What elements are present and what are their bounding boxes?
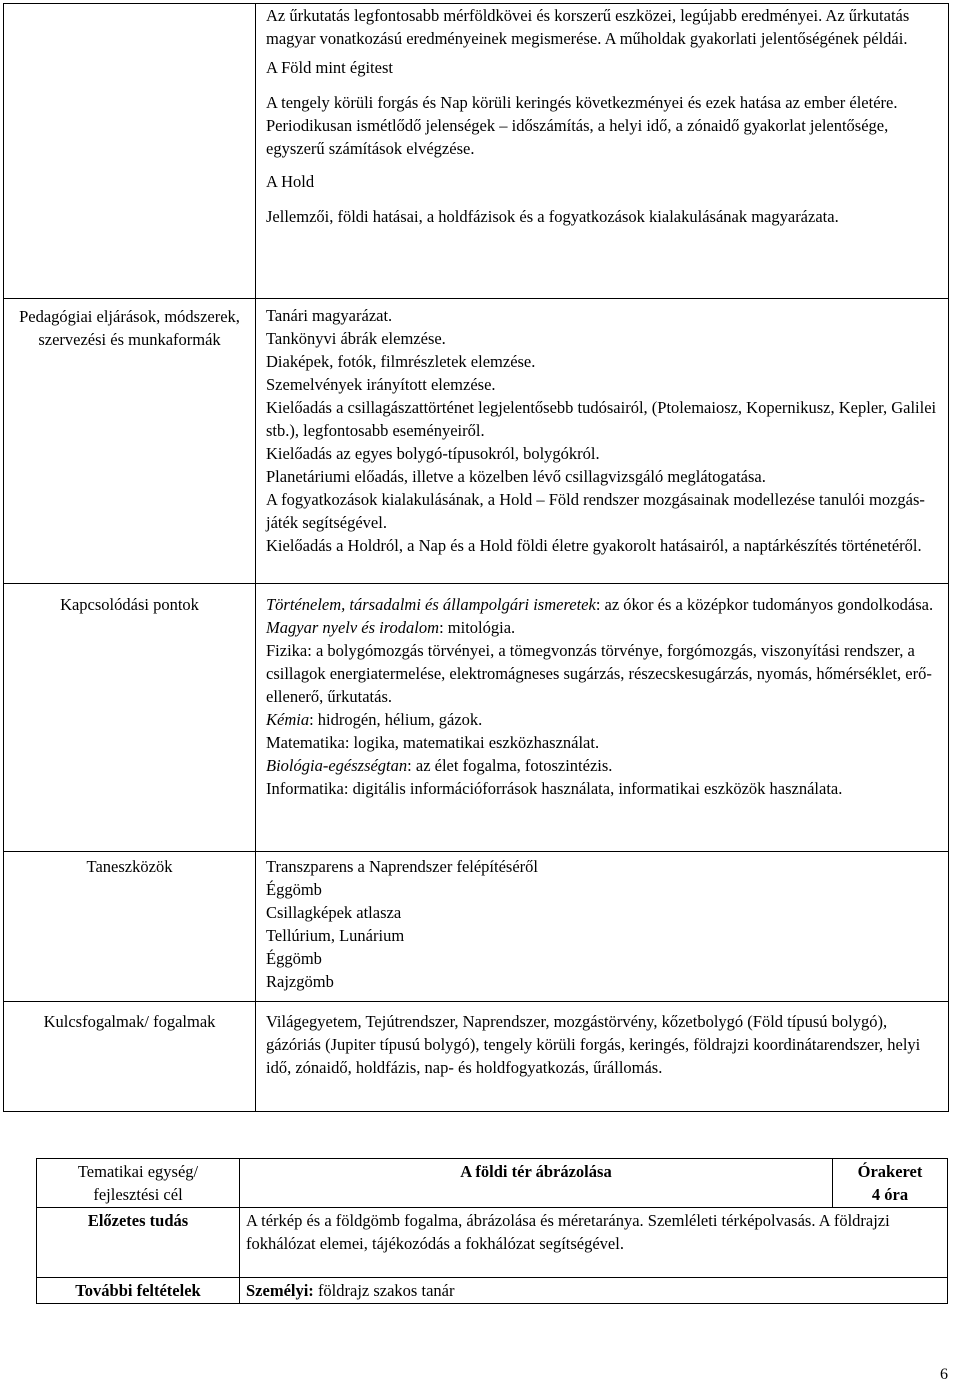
list-item: Tankönyvi ábrák elemzése. (266, 329, 446, 348)
connection-item: Fizika: a bolygómozgás törvényei, a tömegvonzás törvénye, forgómozgás, viszonyítási rendszer, a csillagok energiatermelése, elektromágneses sugárzás, részecskesugárzás, nyomás, hőmérséklet, erő-ellenerő, űrkutatás. (266, 641, 932, 706)
concepts-text: Világegyetem, Tejútrendszer, Naprendszer, mozgástörvény, kőzetbolygó (Föld típusú bolygó), gázóriás (Jupiter típusú bolygó), tengely körüli forgás, keringés, földrajzi koordinátarendszer, helyi idő, zónaidő, holdfázis, nap- és holdfogyatkozás, űrállomás. (266, 1012, 921, 1077)
tools-content (256, 852, 949, 1002)
connection-item: Történelem, társadalmi és állampolgári ismeretek: az ókor és a középkor tudományos gondolkodása. (266, 595, 934, 614)
connections-content (256, 584, 949, 852)
pedagogical-label: Pedagógiai eljárások, módszerek, szervezési és munkaformák (4, 299, 256, 584)
curriculum-table (3, 3, 949, 1112)
connections-label: Kapcsolódási pontok (4, 584, 256, 852)
list-item: Tellúrium, Lunárium (266, 926, 405, 945)
list-item: Éggömb (266, 880, 322, 899)
list-item: Kielőadás a Holdról, a Nap és a Hold földi életre gyakorolt hatásairól, a naptárkészítés történetéről. (266, 536, 922, 555)
connection-item: Magyar nyelv és irodalom: mitológia. (266, 618, 516, 637)
list-item: Planetáriumi előadás, illetve a közelben lévő csillagvizsgáló meglátogatása. (266, 467, 766, 486)
connection-item: Biológia-egészségtan: az élet fogalma, fotoszintézis. (266, 756, 613, 775)
connection-item: Matematika: logika, matematikai eszközhasználat. (266, 733, 600, 752)
list-item: Rajzgömb (266, 972, 334, 991)
concepts-label: Kulcsfogalmak/ fogalmak (4, 1002, 256, 1112)
list-item: Diaképek, fotók, filmrészletek elemzése. (266, 352, 536, 371)
prereq-label: Előzetes tudás (37, 1208, 240, 1278)
earth-paragraph: A tengely körüli forgás és Nap körüli keringés következményei és ezek hatása az ember életére. Periodikusan ismétlődő jelenségek – időszámítás, a helyi idő, a zónaidő gyakorlat jelentősége, egyszerű számítások elvégzése. (266, 93, 898, 158)
prereq-text: A térkép és a földgömb fogalma, ábrázolása és méretaránya. Szemléleti térképolvasás. A földrajzi fokhálózat elemei, tájékozódás a fokhálózat segítségével. (240, 1208, 948, 1278)
extra-conditions: Személyi: földrajz szakos tanár (240, 1278, 948, 1304)
extra-label: További feltételek (37, 1278, 240, 1304)
unit-label: Tematikai egység/ fejlesztési cél (37, 1159, 240, 1208)
subheading-earth: A Föld mint égitest (266, 58, 393, 77)
subheading-moon: A Hold (266, 172, 315, 191)
unit-title: A földi tér ábrázolása (240, 1159, 833, 1208)
moon-paragraph: Jellemzői, földi hatásai, a holdfázisok és a fogyatkozások kialakulásának magyarázata. (266, 207, 839, 226)
intro-text: Az űrkutatás legfontosabb mérföldkövei és korszerű eszközei, legújabb eredményei. Az űrkutatás magyar vonatkozású eredményeinek megismerése. A műholdak gyakorlati jelentőségének példái. (266, 6, 910, 48)
concepts-content (256, 1002, 949, 1112)
list-item: Kielőadás az egyes bolygó-típusokról, bolygókról. (266, 444, 600, 463)
hours-cell (833, 1159, 948, 1208)
hours-label: Órakeret (857, 1162, 923, 1181)
list-item: Szemelvények irányított elemzése. (266, 375, 496, 394)
pedagogical-content (256, 299, 949, 584)
list-item: A fogyatkozások kialakulásának, a Hold – Föld rendszer mozgásainak modellezése tanulói mozgás-játék segítségével. (266, 490, 925, 532)
hours-value: 4 óra (871, 1185, 909, 1204)
unit-table (36, 1158, 948, 1304)
list-item: Csillagképek atlasza (266, 903, 402, 922)
list-item: Kielőadás a csillagászattörténet legjelentősebb tudósairól, (Ptolemaiosz, Kopernikusz, Kepler, Galilei stb.), legfontosabb eseményeiről. (266, 398, 937, 440)
top-label-cell (4, 4, 256, 299)
list-item: Éggömb (266, 949, 322, 968)
connection-item: Kémia: hidrogén, hélium, gázok. (266, 710, 483, 729)
top-content-cell (256, 4, 949, 299)
list-item: Transzparens a Naprendszer felépítéséről (266, 857, 538, 876)
connection-item: Informatika: digitális információforrások használata, informatikai eszközök használata. (266, 779, 843, 798)
page-number: 6 (940, 1366, 948, 1383)
tools-label: Taneszközök (4, 852, 256, 1002)
list-item: Tanári magyarázat. (266, 306, 393, 325)
